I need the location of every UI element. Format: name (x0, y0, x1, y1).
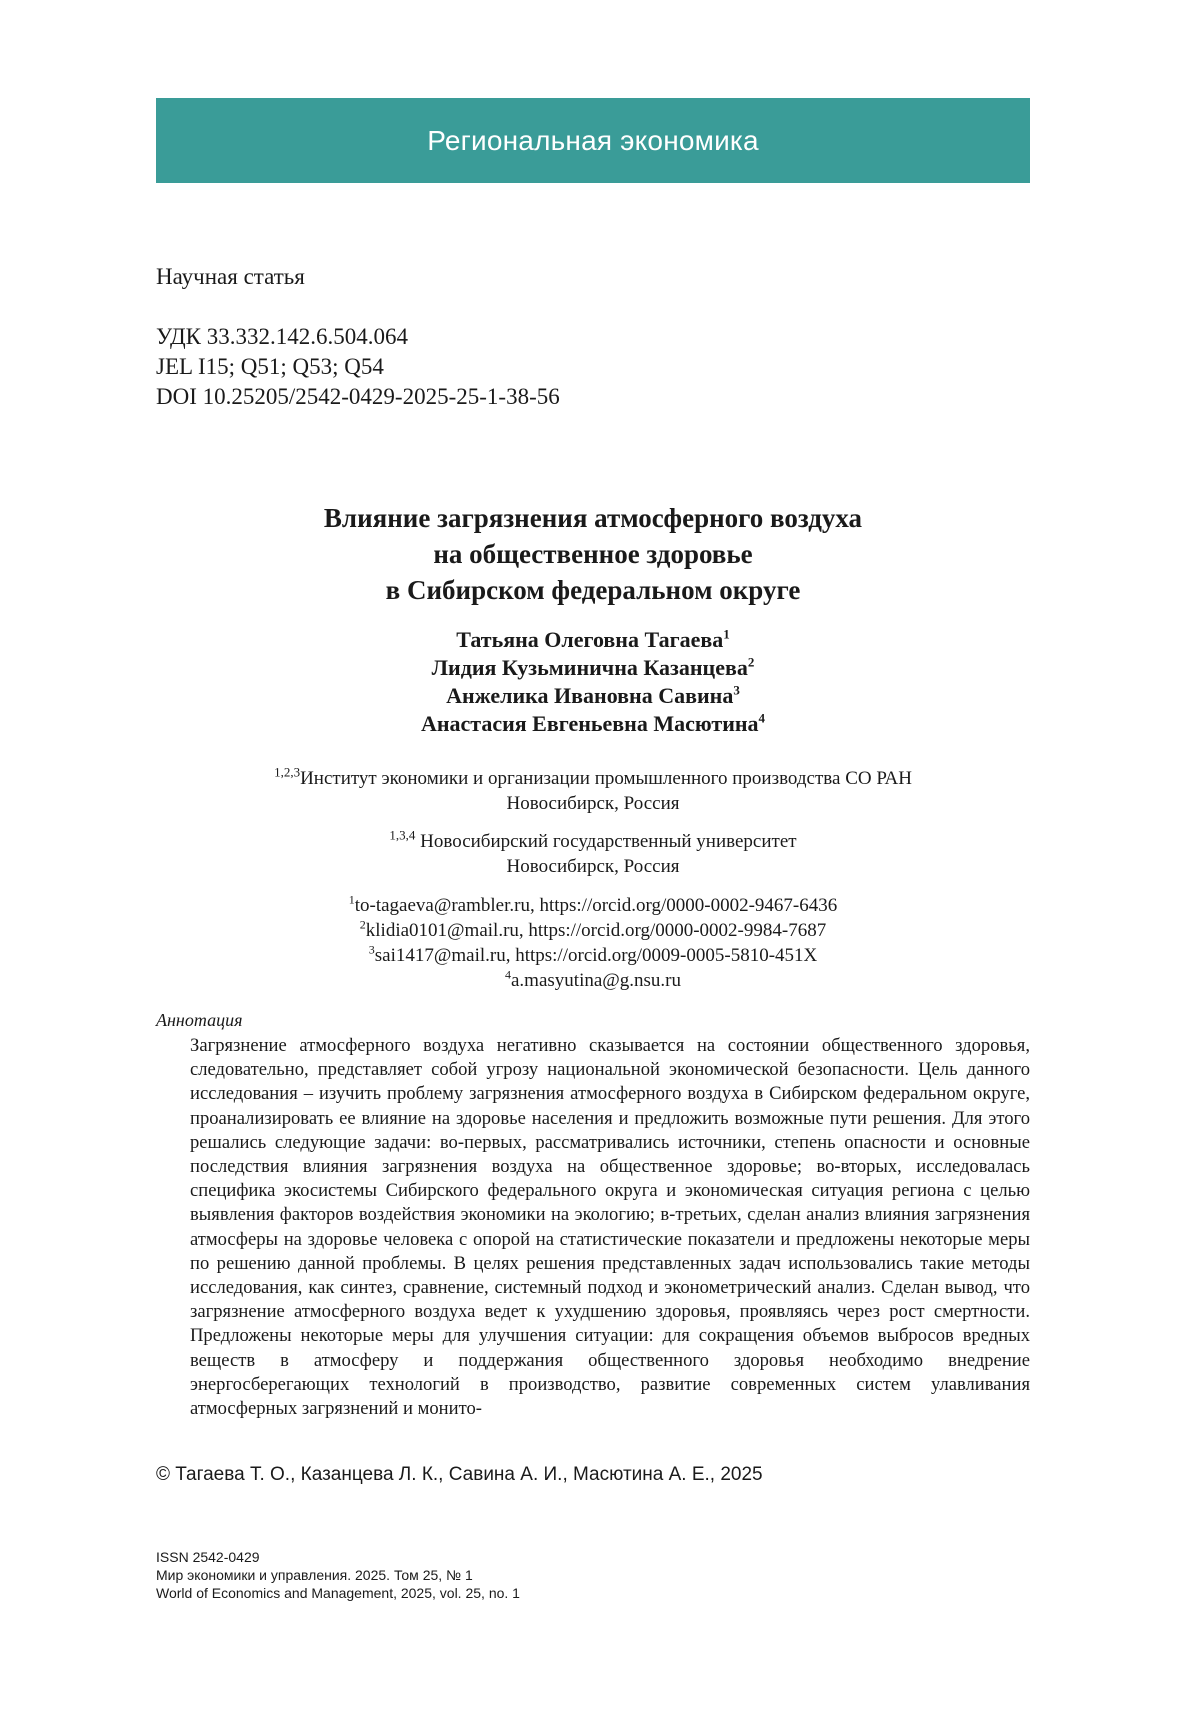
doi: DOI 10.25205/2542-0429-2025-25-1-38-56 (156, 384, 560, 409)
author-name: Анастасия Евгеньевна Масютина (420, 711, 759, 736)
author-list (156, 626, 1030, 738)
affiliation (156, 766, 1030, 816)
email-link[interactable]: sai1417@mail.ru, https://orcid.org/0009-0005-5810-451X (374, 945, 818, 966)
section-banner (156, 98, 1030, 183)
email-link[interactable]: klidia0101@mail.ru, https://orcid.org/0000-0002-9984-7687 (365, 920, 827, 941)
author (156, 654, 1030, 682)
affiliation (156, 829, 1030, 879)
udk-code: УДК 33.332.142.6.504.064 (156, 324, 408, 349)
title-line: на общественное здоровье (433, 539, 753, 569)
affiliation-sup: 1,2,3 (274, 764, 301, 780)
author (156, 626, 1030, 654)
annotation-text: Загрязнение атмосферного воздуха негативно сказывается на состоянии общественного здоровья, следовательно, представляет собой угрозу национальной экономической безопасности. Цель данного исследования – изучить проблему загрязнения атмосферного воздуха в Сибирском федеральном округе, проанализировать ее влияние на здоровье населения и предложить возможные пути решения. Для этого решались следующие задачи: во-первых, рассматривались источники, степень опасности и основные последствия влияния загрязнения воздуха на общественное здоровье; во-вторых, исследовалась специфика экосистемы Сибирского федерального округа и экономическая ситуация региона с целью выявления факторов воздействия экономики на экологию; в-третьих, сделан анализ влияния загрязнения атмосферы на здоровье человека с опорой на статистические показатели и предложены некоторые меры по решению данной проблемы. В целях решения представленных задач использовались такие методы исследования, как синтез, сравнение, системный подход и эконометрический анализ. Сделан вывод, что загрязнение атмосферного воздуха ведет к ухудшению здоровья, проявляясь через рост смертности. Предложены некоторые меры для улучшения ситуации: для сокращения объемов выбросов вредных веществ в атмосферу и поддержания общественного здоровья необходимо внедрение энергосберегающих технологий в производство, развитие современных систем улавливания атмосферных загрязнений и монито- (190, 1035, 1030, 1420)
jel-code: JEL I15; Q51; Q53; Q54 (156, 354, 384, 379)
email-line: $^4$a.masyutina@g.nsu.ru (505, 967, 681, 991)
email-link[interactable]: a.masyutina@g.nsu.ru (511, 970, 681, 991)
article-type: Научная статья (156, 264, 305, 289)
author-name: Анжелика Ивановна Савина (446, 683, 734, 708)
journal-name-ru: Мир экономики и управления. 2025. Том 25, № 1 (156, 1567, 473, 1583)
email-link[interactable]: to-tagaeva@rambler.ru, https://orcid.org/0000-0002-9467-6436 (354, 895, 838, 916)
copyright: © Тагаева Т. О., Казанцева Л. К., Савина А. И., Масютина А. Е., 2025 (156, 1464, 763, 1485)
affiliation-org: Новосибирский государственный университет (415, 831, 797, 852)
email-line: $^3$sai1417@mail.ru, https://orcid.org/0009-0005-5810-451X (368, 942, 818, 966)
journal-name-en: World of Economics and Management, 2025, vol. 25, no. 1 (156, 1585, 520, 1601)
affiliation-city: Новосибирск, Россия (506, 793, 680, 814)
affiliation-org: Институт экономики и организации промышленного производства СО РАН (300, 768, 912, 789)
author (156, 710, 1030, 738)
author-name: Лидия Кузьминична Казанцева (431, 655, 748, 680)
journal-footer (156, 1548, 520, 1602)
author (156, 682, 1030, 710)
author-sup: 1 (723, 626, 730, 642)
author-sup: 4 (758, 710, 766, 726)
email-line: $^2$klidia0101@mail.ru, https://orcid.org/0000-0002-9984-7687 (359, 917, 827, 941)
author-sup: 2 (747, 654, 755, 670)
title-line: Влияние загрязнения атмосферного воздуха (323, 503, 863, 533)
affiliation-sup: 1,3,4 (389, 827, 416, 843)
email-list (156, 893, 1030, 993)
affiliation-city: Новосибирск, Россия (506, 856, 680, 877)
section-banner-title: Региональная экономика (427, 124, 759, 156)
email-line: $^1$to-tagaeva@rambler.ru, https://orcid.org/0000-0002-9467-6436 (348, 892, 838, 916)
issn: ISSN 2542-0429 (156, 1549, 260, 1565)
annotation-label: Аннотация (156, 1010, 243, 1030)
title-line: в Сибирском федеральном округе (385, 575, 801, 605)
article-title (156, 500, 1030, 608)
author-sup: 3 (733, 682, 740, 698)
author-name: Татьяна Олеговна Тагаева (456, 627, 724, 652)
